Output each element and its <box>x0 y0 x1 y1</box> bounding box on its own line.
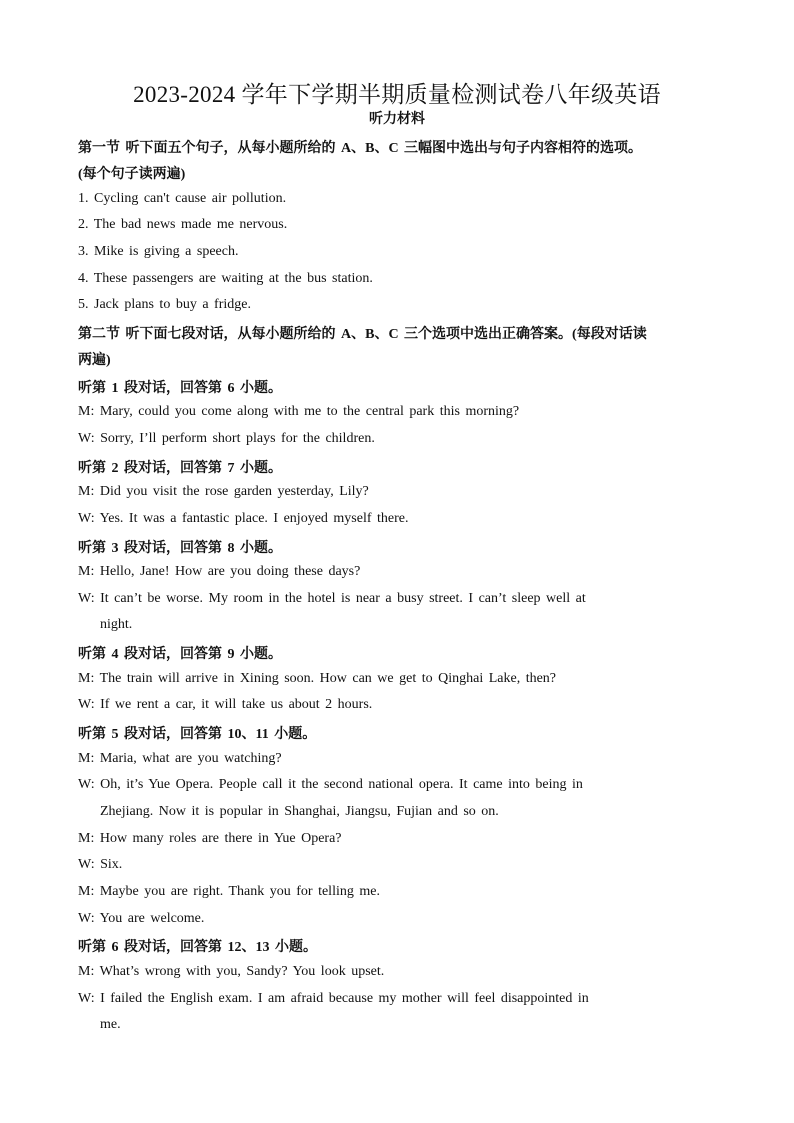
sentence-item: 3. Mike is giving a speech. <box>78 244 239 259</box>
page-title: 2023-2024 学年下学期半期质量检测试卷八年级英语 <box>133 82 661 107</box>
dialogue-line: W: You are welcome. <box>78 911 205 926</box>
dialogue-line: M: What’s wrong with you, Sandy? You look upset. <box>78 964 385 979</box>
dialogue-line: W: It can’t be worse. My room in the hotel is near a busy street. I can’t sleep well at <box>78 591 586 606</box>
dialogue-line: W: Yes. It was a fantastic place. I enjoyed myself there. <box>78 511 409 526</box>
dialogue-line-continued: night. <box>100 617 133 632</box>
sentence-item: 1. Cycling can't cause air pollution. <box>78 191 287 206</box>
dialogue-header: 听第 5 段对话，回答第 10、11 小题。 <box>78 727 317 742</box>
dialogue-header: 听第 1 段对话，回答第 6 小题。 <box>78 381 282 396</box>
dialogue-line: W: Six. <box>78 857 123 872</box>
page-subtitle: 听力材料 <box>369 112 425 127</box>
sentence-item: 5. Jack plans to buy a fridge. <box>78 297 251 312</box>
dialogue-line: W: I failed the English exam. I am afraid because my mother will feel disappointed in <box>78 991 589 1006</box>
dialogue-line: W: Sorry, I’ll perform short plays for the children. <box>78 431 375 446</box>
sentence-item: 4. These passengers are waiting at the bus station. <box>78 271 373 286</box>
dialogue-line: M: Mary, could you come along with me to the central park this morning? <box>78 404 520 419</box>
dialogue-header: 听第 2 段对话，回答第 7 小题。 <box>78 461 282 476</box>
dialogue-header: 听第 4 段对话，回答第 9 小题。 <box>78 647 282 662</box>
dialogue-header: 听第 6 段对话，回答第 12、13 小题。 <box>78 940 317 955</box>
dialogue-line: M: The train will arrive in Xining soon. How can we get to Qinghai Lake, then? <box>78 671 557 686</box>
section2-heading-note: 两遍) <box>78 353 111 368</box>
dialogue-line: W: Oh, it’s Yue Opera. People call it the second national opera. It came into being in <box>78 777 583 792</box>
dialogue-line: M: Maria, what are you watching? <box>78 751 282 766</box>
dialogue-header: 听第 3 段对话，回答第 8 小题。 <box>78 541 282 556</box>
sentence-item: 2. The bad news made me nervous. <box>78 217 288 232</box>
dialogue-line-continued: Zhejiang. Now it is popular in Shanghai, Jiangsu, Fujian and so on. <box>100 804 499 819</box>
dialogue-line: M: Hello, Jane! How are you doing these days? <box>78 564 361 579</box>
section2-heading: 第二节 听下面七段对话，从每小题所给的 A、B、C 三个选项中选出正确答案。(每段对话读 <box>78 327 647 342</box>
dialogue-line: M: Maybe you are right. Thank you for telling me. <box>78 884 380 899</box>
dialogue-line: M: Did you visit the rose garden yesterday, Lily? <box>78 484 369 499</box>
dialogue-line: M: How many roles are there in Yue Opera? <box>78 831 342 846</box>
dialogue-line-continued: me. <box>100 1017 121 1032</box>
dialogue-line: W: If we rent a car, it will take us about 2 hours. <box>78 697 373 712</box>
section1-heading-note: (每个句子读两遍) <box>78 167 186 182</box>
section1-heading: 第一节 听下面五个句子，从每小题所给的 A、B、C 三幅图中选出与句子内容相符的选项。 <box>78 141 643 156</box>
